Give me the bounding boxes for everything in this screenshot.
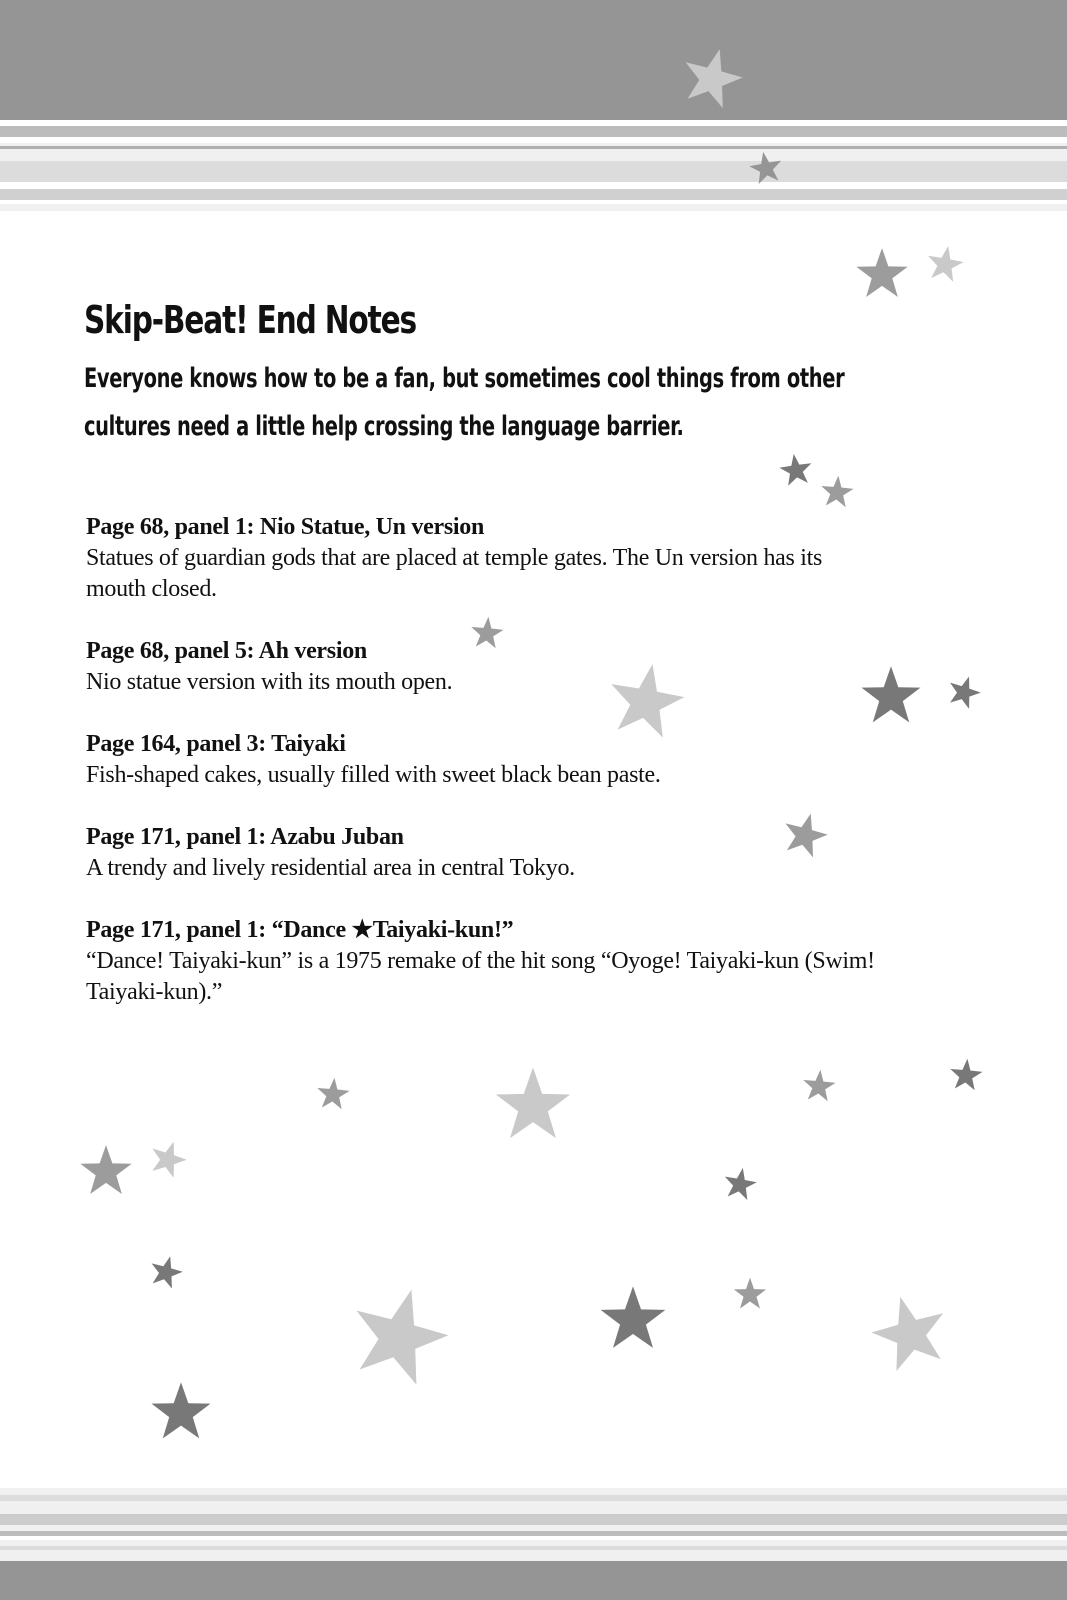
- note-item: [86, 512, 886, 605]
- star-icon: [338, 1275, 460, 1397]
- star-icon: [819, 474, 856, 511]
- star-icon: [948, 1057, 985, 1094]
- star-icon: [144, 1135, 192, 1183]
- star-icon: [862, 1285, 958, 1381]
- star-icon: [315, 1076, 352, 1113]
- note-heading: Page 171, panel 1: Azabu Juban: [86, 824, 404, 850]
- note-heading: Page 164, panel 3: Taiyaki: [86, 731, 346, 757]
- star-icon: [79, 1144, 133, 1198]
- note-body: Statues of guardian gods that are placed at temple gates. The Un version has its mouth closed.: [86, 545, 823, 602]
- note-heading: Page 171, panel 1: “Dance ★Taiyaki-kun!”: [86, 917, 514, 943]
- star-icon: [599, 1285, 667, 1353]
- stripe: [0, 1501, 1067, 1514]
- stripe: [0, 149, 1067, 161]
- note-body: Fish-shaped cakes, usually filled with sweet black bean paste.: [86, 762, 661, 788]
- stripe: [0, 126, 1067, 137]
- end-notes-list: [86, 512, 886, 1039]
- star-icon: [494, 1066, 572, 1144]
- star-icon: [733, 1277, 767, 1311]
- note-item: [86, 915, 886, 1008]
- note-heading: Page 68, panel 1: Nio Statue, Un version: [86, 514, 484, 540]
- top-banner: [0, 0, 1067, 120]
- bottom-banner: [0, 1561, 1067, 1600]
- star-icon: [145, 1251, 187, 1293]
- star-icon: [720, 1164, 759, 1203]
- stripe: [0, 182, 1067, 189]
- star-icon: [150, 1381, 212, 1443]
- star-icon: [943, 671, 986, 714]
- star-icon: [801, 1068, 838, 1105]
- stripe: [0, 204, 1067, 211]
- star-icon: [746, 148, 785, 187]
- note-item: [86, 729, 886, 791]
- note-body: A trendy and lively residential area in central Tokyo.: [86, 855, 575, 881]
- note-heading: Page 68, panel 5: Ah version: [86, 638, 367, 664]
- page-title: Skip-Beat! End Notes: [84, 298, 417, 342]
- star-icon: [855, 247, 909, 301]
- note-body: “Dance! Taiyaki-kun” is a 1975 remake of the hit song “Oyoge! Taiyaki-kun (Swim! Taiyaki-kun).”: [86, 948, 875, 1005]
- star-icon: [777, 451, 815, 489]
- note-item: [86, 822, 886, 884]
- page-subtitle: Everyone knows how to be a fan, but sometimes cool things from other cultures need a little help crossing the language barrier.: [84, 363, 845, 442]
- note-item: [86, 636, 886, 698]
- note-body: Nio statue version with its mouth open.: [86, 669, 453, 695]
- stripe: [0, 1514, 1067, 1525]
- stripe: [0, 1550, 1067, 1561]
- stripe: [0, 1488, 1067, 1495]
- star-icon: [923, 242, 967, 286]
- stripe: [0, 189, 1067, 200]
- stripe: [0, 161, 1067, 182]
